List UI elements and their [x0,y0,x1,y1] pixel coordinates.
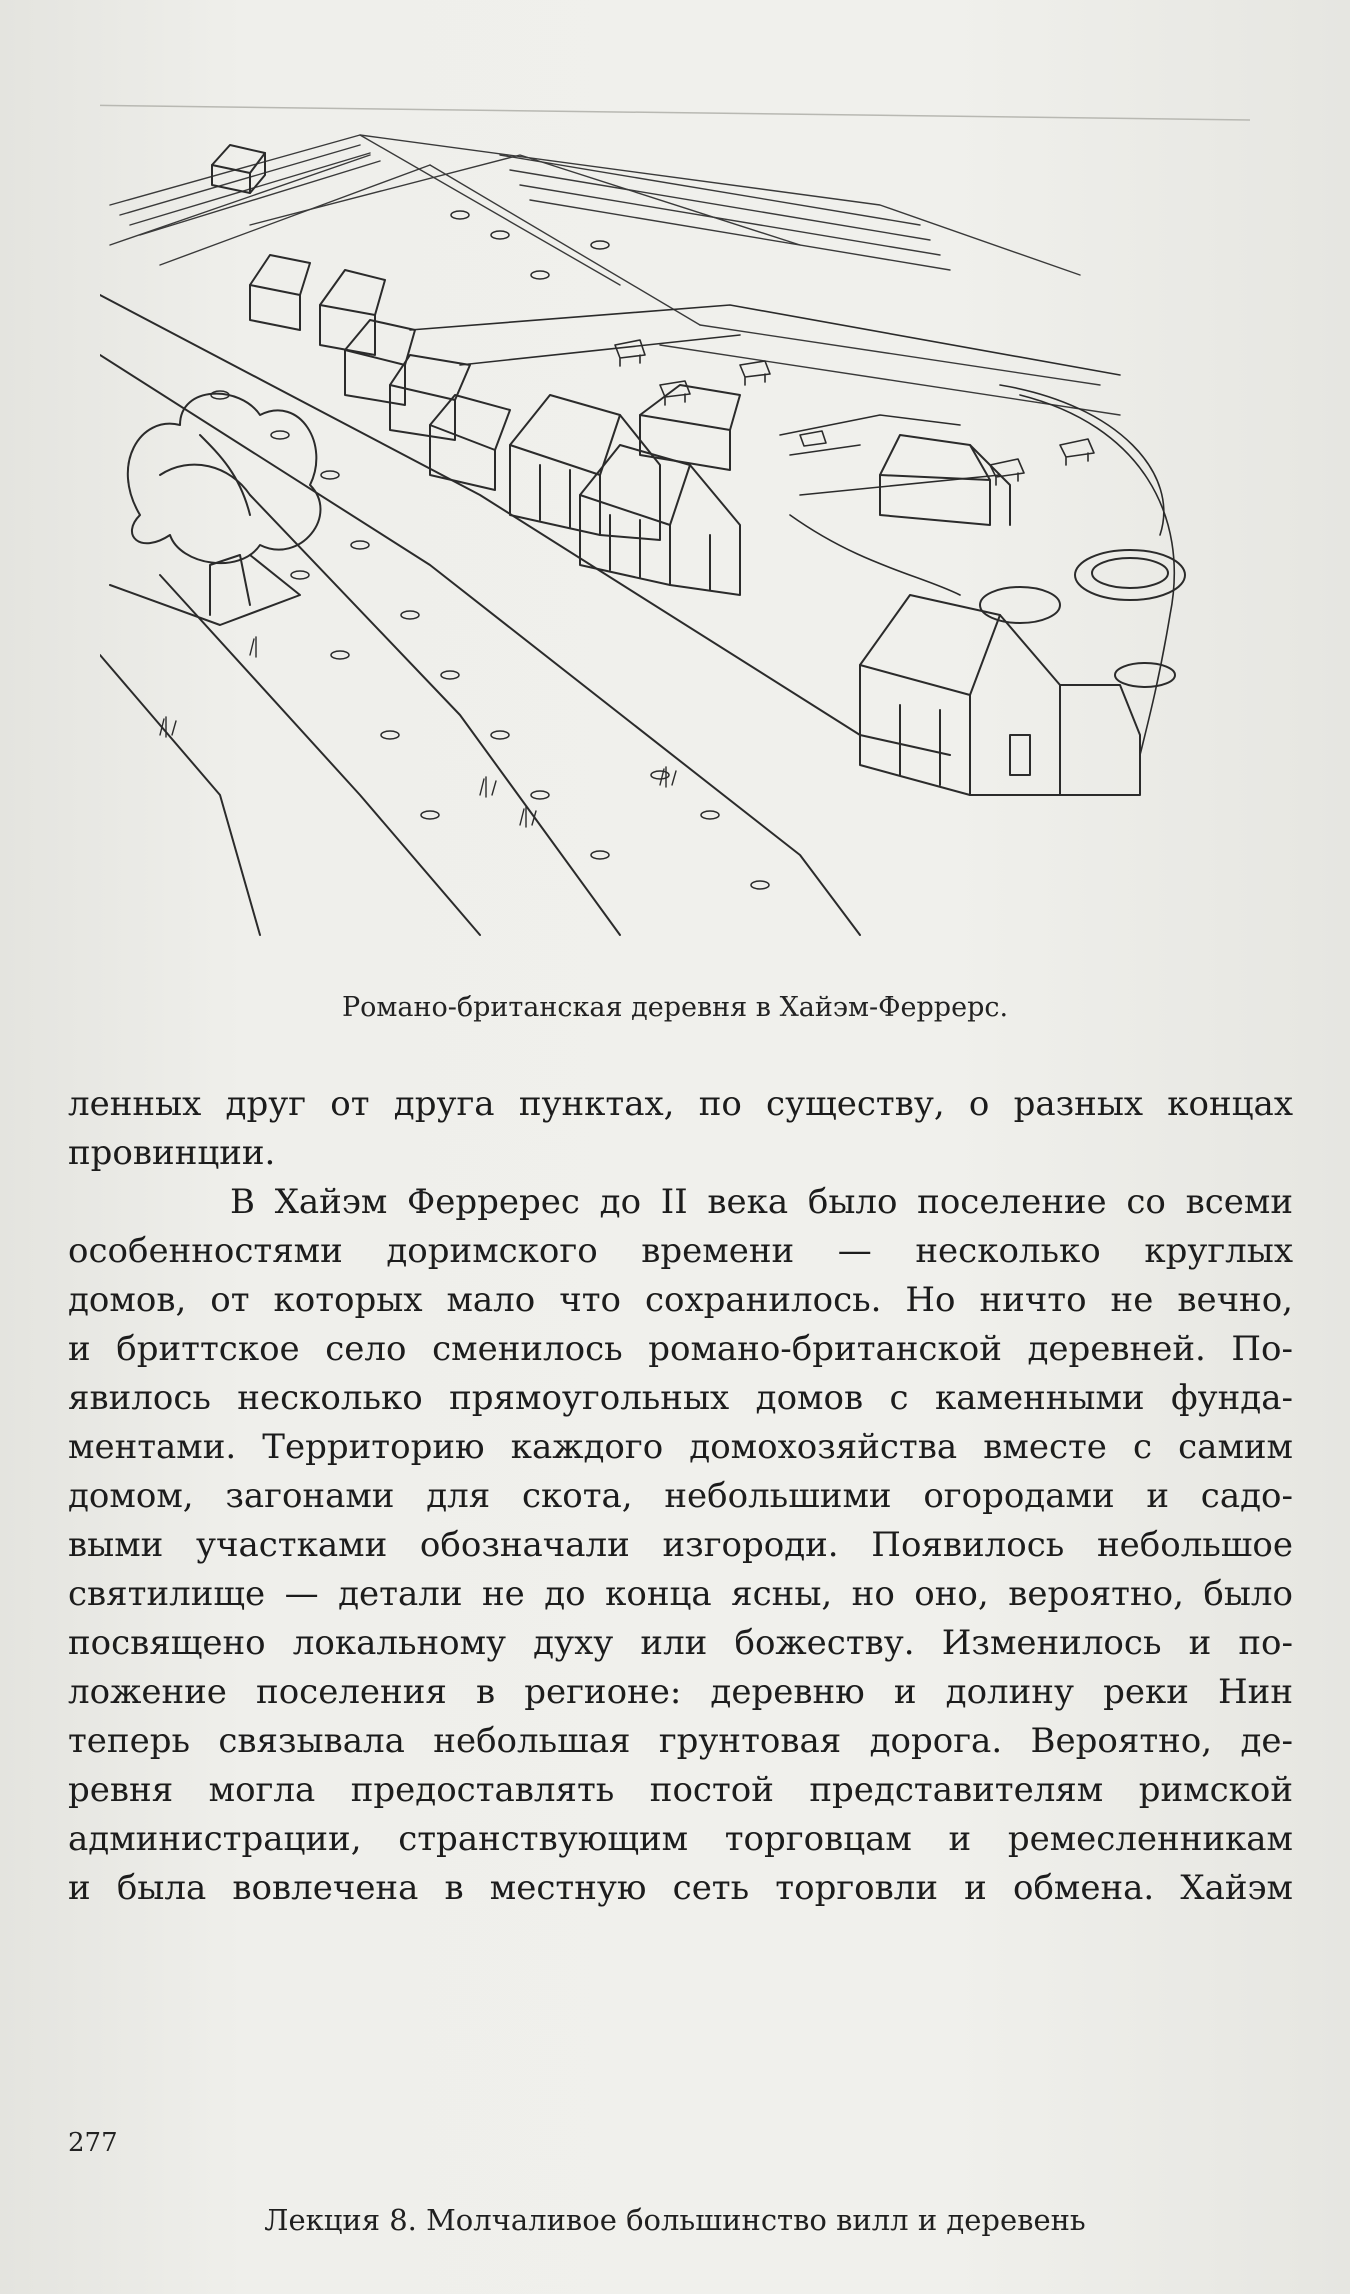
text-line: посвящено локальному духу или божеству. Изменилось и по- [68,1623,1293,1663]
village-illustration [100,95,1250,945]
text-line: теперь связывала небольшая грунтовая дорога. Вероятно, де- [68,1721,1293,1761]
figure-caption: Романо-британская деревня в Хайэм-Феррерс. [341,992,1009,1023]
stones [211,211,769,889]
house-10 [860,595,1140,795]
house-row [250,255,740,595]
text-line: и была вовлечена в местную сеть торговли и обмена. Хайэм [68,1868,1293,1908]
text-line: домом, загонами для скота, небольшими огородами и садо- [68,1476,1293,1516]
field-hatching [110,135,1120,415]
paths [790,385,1174,755]
text-line: ментами. Территорию каждого домохозяйства вместе с самим [68,1427,1293,1467]
body-text [68,1080,1293,1913]
text-line: и бриттское село сменилось романо-британской деревней. По- [68,1329,1293,1369]
text-line: ложение поселения в регионе: деревню и долину реки Нин [68,1672,1293,1712]
house-1 [250,255,310,330]
house-6 [510,395,660,540]
text-line: особенностями доримского времени — несколько круглых [68,1231,1293,1271]
text-line: ленных друг от друга пунктах, по существу, о разных концах [68,1084,1293,1124]
text-line: выми участками обозначали изгороди. Появилось небольшое [68,1525,1293,1565]
grass-tufts [160,637,676,827]
page-number: 277 [68,2128,118,2158]
shrine-icon [980,550,1185,687]
text-line: ревня могла предоставлять постой представителям римской [68,1770,1293,1810]
text-line: святилище — детали не до конца ясны, но оно, вероятно, было [68,1574,1293,1614]
text-line: администрации, странствующим торговцам и ремесленникам [68,1819,1293,1859]
text-line: В Хайэм Ферререс до II века было поселение со всеми [230,1182,1293,1222]
text-line: провинции. [68,1133,276,1173]
text-line: домов, от которых мало что сохранилось. Но ничто не вечно, [68,1280,1293,1320]
house-8 [640,385,740,470]
road [100,295,950,935]
running-footer: Лекция 8. Молчаливое большинство вилл и деревень [264,2203,1086,2237]
text-line: явилось несколько прямоугольных домов с каменными фунда- [68,1378,1293,1418]
fences [410,305,1120,495]
right-houses [860,435,1140,795]
